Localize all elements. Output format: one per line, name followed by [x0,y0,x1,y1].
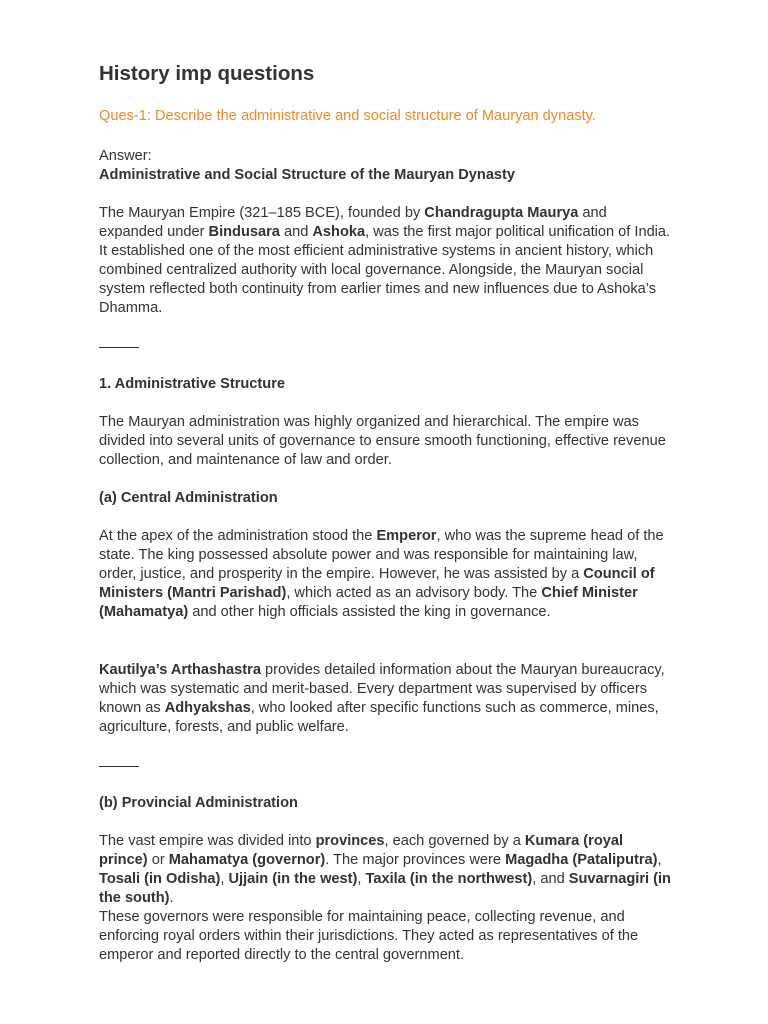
text-run: and expanded under [99,205,607,240]
text-run: , was the first major political unification of India. It established one of the most efficient administrative systems in ancient history, which combined centralized authority with local governance. Alongside, the Mauryan social system reflected both continuity from earlier times and new influences due to Ashoka’s Dhamma. [99,224,671,316]
text-run: , [220,871,229,887]
text-run: , who looked after specific functions such as commerce, mines, agriculture, forests, and public welfare. [99,700,659,735]
administrative-paragraph: The Mauryan administration was highly organized and hierarchical. The empire was divided into several units of governance to ensure smooth functioning, effective revenue collection, and maintenance of law and order. [99,414,666,468]
text-run: , [357,871,366,887]
text-run: At the apex of the administration stood the [99,528,377,544]
bold-term: Council of Ministers (Mantri Parishad) [99,566,655,601]
bold-term: Tosali (in Odisha) [99,871,221,887]
text-run: The Mauryan Empire (321–185 BCE), founded by [99,205,425,221]
subheading-provincial: (b) Provincial Administration [99,795,298,811]
bold-term: Ujjain (in the west) [228,871,358,887]
bold-term: Suvarnagiri (in the south) [99,871,671,906]
text-run: . The major provinces were [325,852,506,868]
text-run: , [657,852,662,868]
text-run: or [147,852,169,868]
intro-paragraph [99,204,673,318]
bold-term: Adhyakshas [164,700,251,716]
section-divider [99,766,139,767]
bold-term: Taxila (in the northwest) [365,871,533,887]
section-divider [99,347,139,348]
bold-term: Kautilya’s Arthashastra [99,662,261,678]
text-run: , and [532,871,569,887]
bold-term: Emperor [376,528,437,544]
text-run: The vast empire was divided into [99,833,316,849]
answer-label: Answer: [99,148,152,164]
text-run: and other high officials assisted the king in governance. [188,604,551,620]
bold-term: Ashoka [312,224,366,240]
bold-term: Chandragupta Maurya [424,205,579,221]
bold-term: Magadha (Pataliputra) [505,852,658,868]
text-run: , which acted as an advisory body. The [286,585,542,601]
text-run: provides detailed information about the Mauryan bureaucracy, which was systematic and merit-based. Every department was supervised by officers known as [99,662,665,716]
text-run: . [169,890,174,906]
text-run: and [279,224,313,240]
section-heading-administrative: 1. Administrative Structure [99,376,285,392]
kautilya-paragraph [99,661,673,737]
question-text: Ques-1: Describe the administrative and social structure of Mauryan dynasty. [99,108,596,124]
bold-term: Bindusara [208,224,280,240]
bold-term: provinces [315,833,385,849]
bold-term: Kumara (royal prince) [99,833,624,868]
text-run: , who was the supreme head of the state. The king possessed absolute power and was responsible for maintaining law, order, justice, and prosperity in the empire. However, he was assisted by a [99,528,664,582]
answer-heading: Administrative and Social Structure of the Mauryan Dynasty [99,167,516,183]
answer-block [99,147,673,185]
provincial-paragraph [99,832,673,965]
bold-term: Mahamatya (governor) [168,852,326,868]
central-paragraph [99,527,673,622]
text-run: , each governed by a [384,833,525,849]
subheading-central: (a) Central Administration [99,490,278,506]
bold-term: Chief Minister (Mahamatya) [99,585,638,620]
provincial-paragraph-continued: These governors were responsible for maintaining peace, collecting revenue, and enforcing royal orders within their jurisdictions. They acted as representatives of the emperor and reported directly to the central government. [99,909,639,963]
document-title: History imp questions [99,62,315,85]
